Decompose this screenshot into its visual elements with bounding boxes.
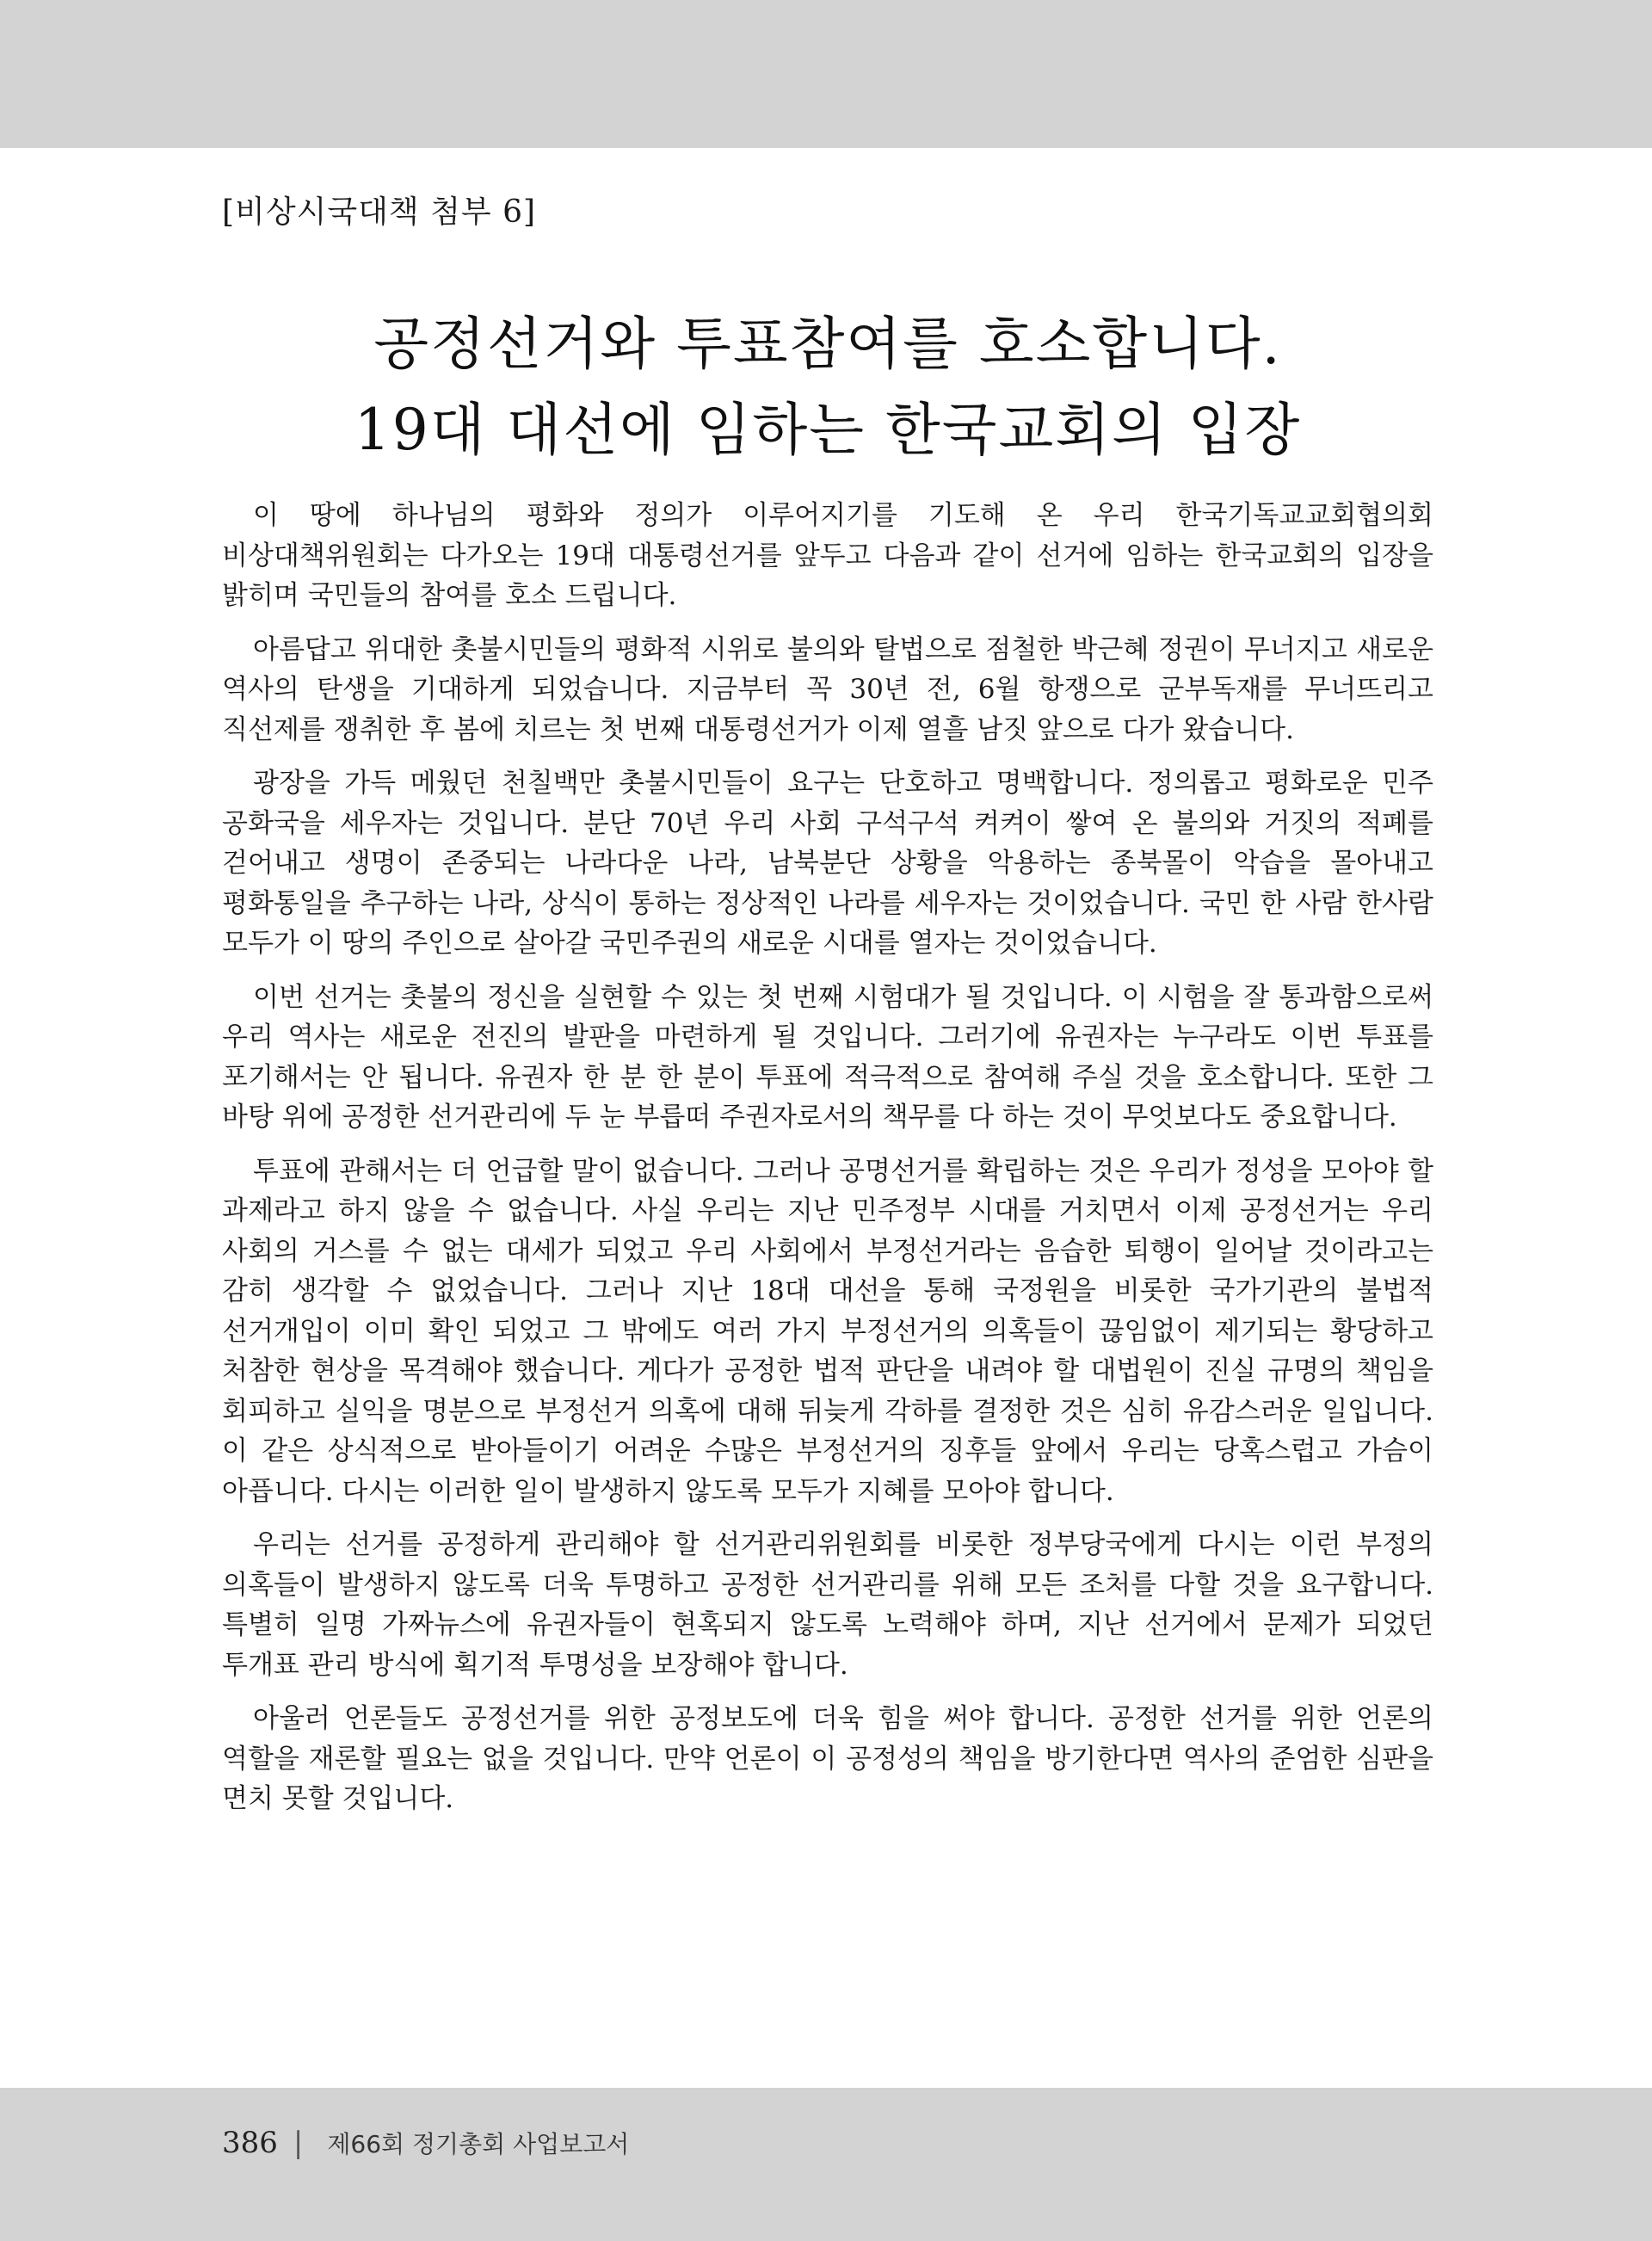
paragraph-3: 광장을 가득 메웠던 천칠백만 촛불시민들이 요구는 단호하고 명백합니다. 정의롭고 평화로운 민주 공화국을 세우자는 것입니다. 분단 70년 우리 사회 구석구석 켜켜이 쌓여 온 불의와 거짓의 적폐를 걷어내고 생명이 존중되는 나라다운 나라, 남북분단 상황을 악용하는 종북몰이 악습을 몰아내고 평화통일을 추구하는 나라, 상식이 통하는 정상적인 나라를 세우자는 것이었습니다. 국민 한 사람 한사람 모두가 이 땅의 주인으로 살아갈 국민주권의 새로운 시대를 열자는 것이었습니다. (222, 768, 1433, 959)
paragraph-1: 이 땅에 하나님의 평화와 정의가 이루어지기를 기도해 온 우리 한국기독교교회협의회 비상대책위원회는 다가오는 19대 대통령선거를 앞두고 다음과 같이 선거에 임하는 한국교회의 입장을 밝히며 국민들의 참여를 호소 드립니다. (222, 500, 1433, 611)
page-number: 386 (222, 2126, 278, 2160)
paragraph-2: 아름답고 위대한 촛불시민들의 평화적 시위로 불의와 탈법으로 점철한 박근혜 정권이 무너지고 새로운 역사의 탄생을 기대하게 되었습니다. 지금부터 꼭 30년 전, 6월 항쟁으로 군부독재를 무너뜨리고 직선제를 쟁취한 후 봄에 치르는 첫 번째 대통령선거가 이제 열흘 남짓 앞으로 다가 왔습니다. (222, 633, 1433, 745)
paragraph-4: 이번 선거는 촛불의 정신을 실현할 수 있는 첫 번째 시험대가 될 것입니다. 이 시험을 잘 통과함으로써 우리 역사는 새로운 전진의 발판을 마련하게 될 것입니다. 그러기에 유권자는 누구라도 이번 투표를 포기해서는 안 됩니다. 유권자 한 분 한 분이 투표에 적극적으로 참여해 주실 것을 호소합니다. 또한 그 바탕 위에 공정한 선거관리에 두 눈 부릅떠 주권자로서의 책무를 다 하는 것이 무엇보다도 중요합니다. (222, 981, 1433, 1133)
footer-separator: | (293, 2126, 304, 2160)
title-line-2: 19대 대선에 임하는 한국교회의 입장 (354, 397, 1302, 463)
title-line-1: 공정선거와 투표참여를 호소합니다. (373, 311, 1282, 377)
page-footer (222, 2126, 629, 2160)
paragraph-6: 우리는 선거를 공정하게 관리해야 할 선거관리위원회를 비롯한 정부당국에게 다시는 이런 부정의 의혹들이 발생하지 않도록 더욱 투명하고 공정한 선거관리를 위해 모든 조처를 다할 것을 요구합니다. 특별히 일명 가짜뉴스에 유권자들이 현혹되지 않도록 노력해야 하며, 지난 선거에서 문제가 되었던 투개표 관리 방식에 획기적 투명성을 보장해야 합니다. (222, 1529, 1433, 1681)
section-label: [비상시국대책 첨부 6] (222, 194, 537, 230)
document-title (222, 301, 1433, 473)
paragraph-5: 투표에 관해서는 더 언급할 말이 없습니다. 그러나 공명선거를 확립하는 것은 우리가 정성을 모아야 할 과제라고 하지 않을 수 없습니다. 사실 우리는 지난 민주정부 시대를 거치면서 이제 공정선거는 우리 사회의 거스를 수 없는 대세가 되었고 우리 사회에서 부정선거라는 음습한 퇴행이 일어날 것이라고는 감히 생각할 수 없었습니다. 그러나 지난 18대 대선을 통해 국정원을 비롯한 국가기관의 불법적 선거개입이 이미 확인 되었고 그 밖에도 여러 가지 부정선거의 의혹들이 끊임없이 제기되는 황당하고 처참한 현상을 목격해야 했습니다. 게다가 공정한 법적 판단을 내려야 할 대법원이 진실 규명의 책임을 회피하고 실익을 명분으로 부정선거 의혹에 대해 뒤늦게 각하를 결정한 것은 심히 유감스러운 일입니다. 이 같은 상식적으로 받아들이기 어려운 수많은 부정선거의 징후들 앞에서 우리는 당혹스럽고 가슴이 아픕니다. 다시는 이러한 일이 발생하지 않도록 모두가 지혜를 모아야 합니다. (222, 1155, 1434, 1507)
bottom-margin-band (0, 2088, 1652, 2241)
paragraph-7: 아울러 언론들도 공정선거를 위한 공정보도에 더욱 힘을 써야 합니다. 공정한 선거를 위한 언론의 역할을 재론할 필요는 없을 것입니다. 만약 언론이 이 공정성의 책임을 방기한다면 역사의 준엄한 심판을 면치 못할 것입니다. (222, 1703, 1433, 1814)
publication-title: 제66회 정기총회 사업보고서 (327, 2130, 630, 2158)
top-margin-band (0, 0, 1652, 148)
document-body (222, 496, 1433, 1833)
